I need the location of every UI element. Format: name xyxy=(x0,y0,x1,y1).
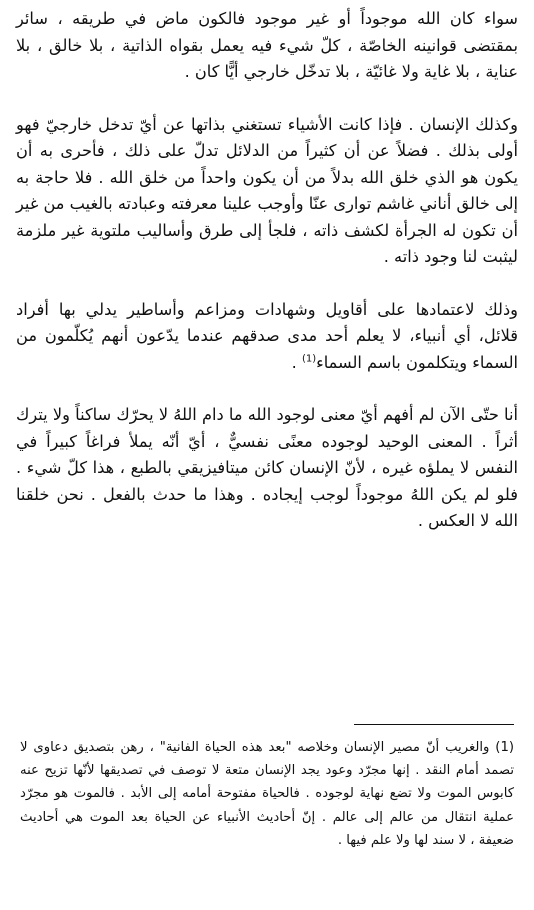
document-page xyxy=(16,6,518,904)
paragraph-3-text: وذلك لاعتمادها على أقاويل وشهادات ومزاعم وأساطير يدلي بها أفراد قلائل، أي أنبياء، لا يعلم أحد مدى صدقهم عندما يدّعون أنهم يُكلّمون من السماء ويتكلمون باسم السماء xyxy=(16,299,518,372)
paragraph-2: وكذلك الإنسان . فإذا كانت الأشياء تستغني بذاتها عن أيّ تدخل خارجيّ فهو أولى بذلك . فضلاً عن أن كثيراً من الدلائل تدلّ على ذلك ، فأحرى به أن يكون هو الذي خلق الله بدلاً من أن يكون واحداً من خلق الله . فلا حاجة به إلى خالق أناني غاشم توارى عنّا وأوجب علينا معرفته وعبادته بالغيب من غير أن تكون له الجرأة لكشف ذاته ، فلجأ إلى طرق وأساليب ملتوية غير ملزمة ليثبت لنا وجود ذاته . xyxy=(16,114,518,266)
footnote xyxy=(20,736,514,852)
paragraph-gap xyxy=(16,86,518,112)
paragraph-3-end: . xyxy=(291,352,302,372)
footnote-text: والغريب أنّ مصير الإنسان وخلاصه "بعد هذه الحياة الفانية" ، رهن بتصديق دعاوى لا تصمد أمام النقد . إنها مجرّد وعود يجد الإنسان متعة لا توصف في تصديقها لأنّها تزيح عنه كابوس الموت ولا تضع نهاية لوجوده . فالحياة مفتوحة أمامه إلى الأبد . فالموت هو مجرّد عملية انتقال من عالم إلى عالم . إنّ أحاديث الأنبياء عن الحياة بعد الموت هي أحاديث ضعيفة ، لا سند لها ولا علم فيها . xyxy=(20,740,514,848)
paragraph-gap xyxy=(16,271,518,297)
paragraph-3 xyxy=(16,297,518,377)
paragraph-gap xyxy=(16,376,518,402)
footnote-number: (1) xyxy=(495,740,514,755)
paragraph-4: أنا حتّى الآن لم أفهم أيّ معنى لوجود الله ما دام اللهُ لا يحرّك ساكناً ولا يترك أثراً . المعنى الوحيد لوجوده معنًى نفسيٌّ ، أيّ أنّه يملأ فراغاً كبيراً في النفس لا يملؤه غيره ، لأنّ الإنسان كائن ميتافيزيقي بالطبع ، هذا كلّ شيء . فلو لم يكن اللهُ موجوداً لوجب إيجاده . وهذا ما حدث بالفعل . نحن خلقنا الله لا العكس . xyxy=(16,405,518,530)
footnote-reference[interactable]: (1) xyxy=(301,353,317,365)
paragraph-1: سواء كان الله موجوداً أو غير موجود فالكون ماض في طريقه ، سائر بمقتضى قوانينه الخاصّة ، كلّ شيء فيه يعمل بقواه الذاتية ، بلا خالق ، بلا عناية ، بلا غاية ولا غائيّة ، بلا تدخّل خارجي أيًّا كان . xyxy=(16,9,518,81)
main-text xyxy=(16,6,518,535)
footnote-separator xyxy=(354,724,514,725)
